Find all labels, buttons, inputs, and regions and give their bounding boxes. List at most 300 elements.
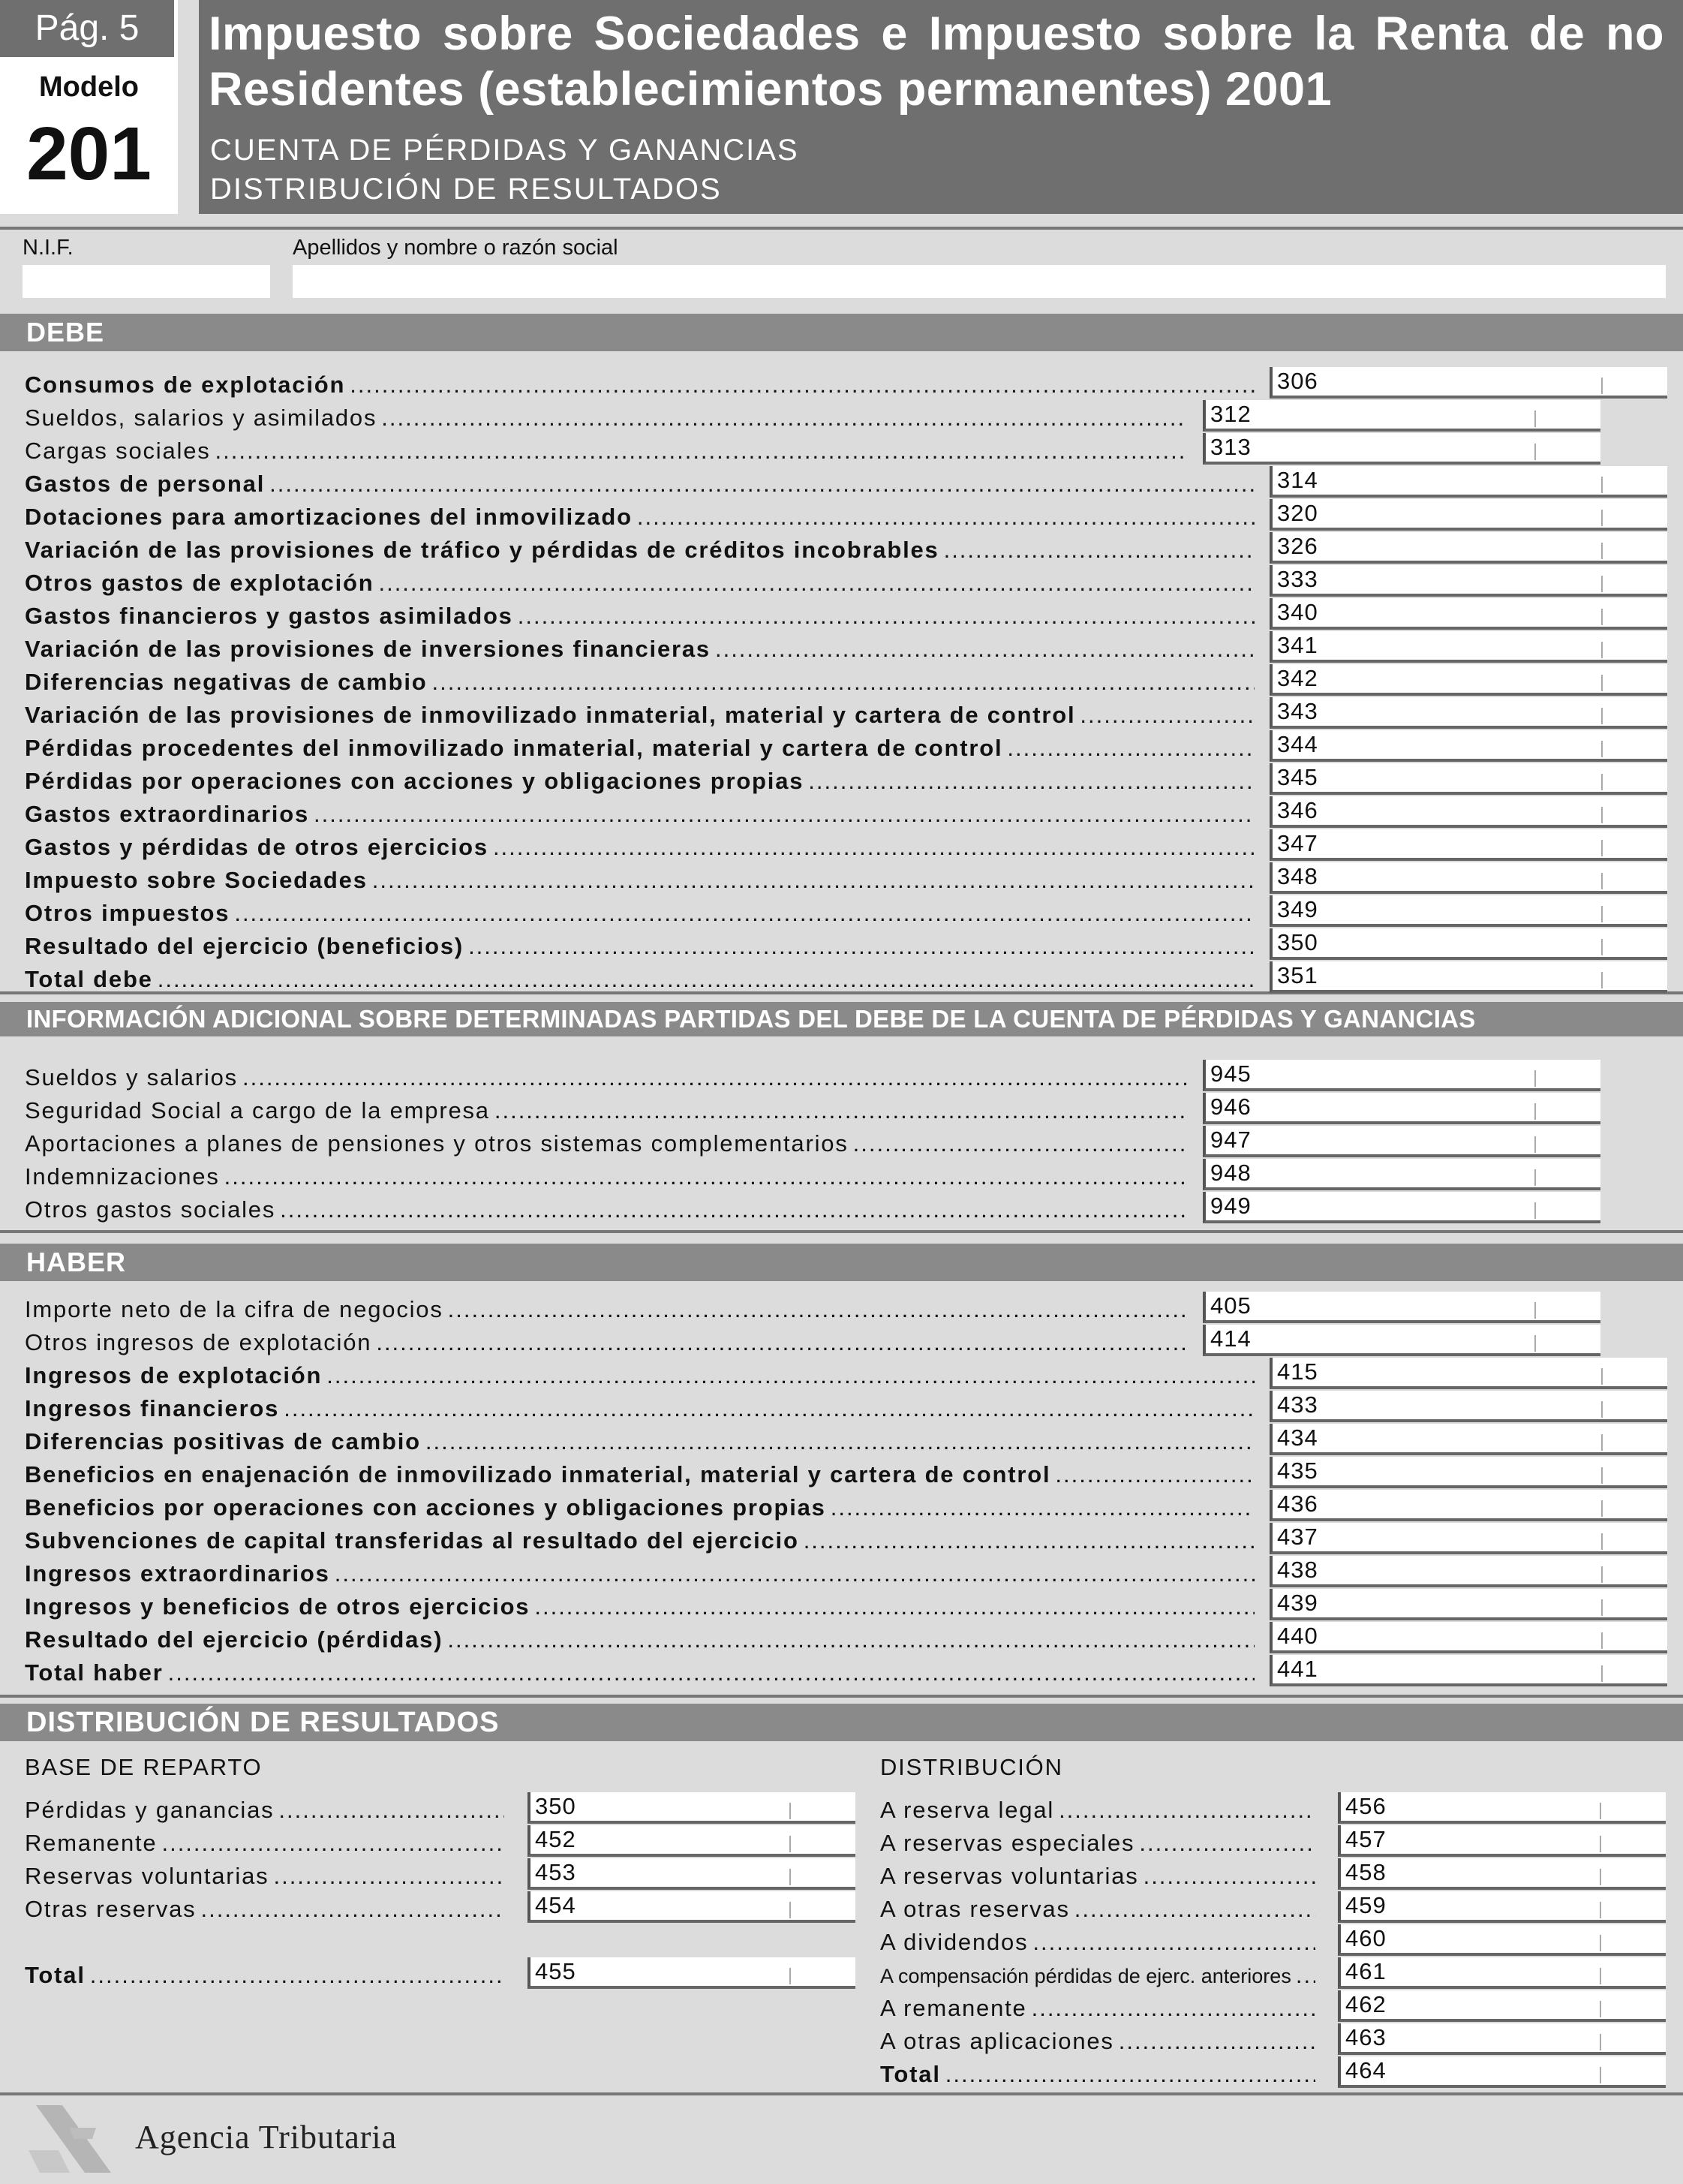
section-info-header: INFORMACIÓN ADICIONAL SOBRE DETERMINADAS PARTIDAS DEL DEBE DE LA CUENTA DE PÉRDIDAS Y GANANCIAS: [0, 1002, 1683, 1036]
box-code: 306: [1277, 368, 1318, 394]
field-label: Pérdidas por operaciones con acciones y obligaciones propias: [25, 768, 804, 794]
field-label: Diferencias positivas de cambio: [25, 1428, 421, 1454]
leader-dots: [808, 768, 1255, 795]
leader-dots: [168, 1659, 1255, 1686]
decimal-separator: [1601, 873, 1603, 889]
amount-field-461[interactable]: [1338, 1957, 1666, 1989]
leader-dots: [831, 1494, 1255, 1521]
box-code: 312: [1210, 401, 1252, 427]
field-label: Impuesto sobre Sociedades: [25, 867, 368, 893]
section-debe-header: DEBE: [0, 314, 1683, 351]
leader-dots: [1074, 1896, 1315, 1923]
distribucion-title: DISTRIBUCIÓN: [880, 1754, 1063, 1780]
field-label-row: [25, 867, 1255, 894]
field-label: Ingresos y beneficios de otros ejercicios: [25, 1593, 530, 1620]
field-label: Sueldos y salarios: [25, 1064, 238, 1090]
box-code: 349: [1277, 896, 1318, 922]
amount-field-405[interactable]: [1203, 1292, 1600, 1323]
field-label: Ingresos extraordinarios: [25, 1560, 330, 1587]
leader-dots: [350, 372, 1255, 399]
amount-field-333[interactable]: [1270, 565, 1667, 597]
modelo-number: 201: [26, 112, 152, 196]
decimal-separator: [1534, 1169, 1536, 1186]
field-label: Otros gastos de explotación: [25, 570, 374, 596]
decimal-separator: [789, 1968, 791, 1984]
leader-dots: [1144, 1863, 1315, 1890]
box-code: 453: [535, 1859, 576, 1885]
leader-dots: [1032, 1995, 1315, 2022]
amount-field-457[interactable]: [1338, 1825, 1666, 1857]
amount-field-414[interactable]: [1203, 1325, 1600, 1356]
amount-field-459[interactable]: [1338, 1891, 1666, 1923]
amount-field-463[interactable]: [1338, 2023, 1666, 2055]
amount-field-326[interactable]: [1270, 532, 1667, 564]
leader-dots: [493, 834, 1255, 861]
field-label-row: [880, 1896, 1315, 1923]
decimal-separator: [1601, 609, 1603, 625]
leader-dots: [637, 504, 1255, 531]
field-label: Importe neto de la cifra de negocios: [25, 1296, 443, 1322]
field-label: Reservas voluntarias: [25, 1863, 269, 1889]
leader-dots: [1055, 1461, 1255, 1488]
leader-dots: [715, 636, 1255, 663]
leader-dots: [1032, 1929, 1315, 1956]
box-code: 341: [1277, 632, 1318, 658]
field-label-row: [25, 372, 1255, 399]
form-subtitle-1: CUENTA DE PÉRDIDAS Y GANANCIAS: [210, 134, 799, 167]
leader-dots: [448, 1296, 1188, 1323]
field-label: Cargas sociales: [25, 438, 211, 464]
leader-dots: [804, 1527, 1255, 1554]
box-code: 434: [1277, 1424, 1318, 1451]
field-label: Sueldos, salarios y asimilados: [25, 405, 377, 431]
leader-dots: [1139, 1830, 1315, 1857]
box-code: 342: [1277, 665, 1318, 691]
leader-dots: [376, 1329, 1188, 1356]
amount-field-453[interactable]: [527, 1858, 855, 1890]
decimal-separator: [1601, 576, 1603, 592]
box-code: 463: [1345, 2024, 1387, 2050]
leader-dots: [269, 471, 1255, 498]
amount-field-435[interactable]: [1270, 1457, 1667, 1488]
box-code: 464: [1345, 2057, 1387, 2083]
amount-field-306[interactable]: [1270, 367, 1667, 399]
decimal-separator: [1600, 1869, 1601, 1885]
leader-dots: [273, 1863, 504, 1890]
field-label-row: [25, 1797, 504, 1824]
leader-dots: [447, 1626, 1255, 1653]
amount-field-440[interactable]: [1270, 1622, 1667, 1653]
leader-dots: [215, 438, 1188, 465]
amount-field-343[interactable]: [1270, 697, 1667, 729]
box-code: 347: [1277, 830, 1318, 856]
leader-dots: [494, 1097, 1188, 1124]
field-label-row: [25, 1064, 1188, 1091]
field-label: Consumos de explotación: [25, 372, 346, 398]
amount-field-349[interactable]: [1270, 895, 1667, 927]
box-code: 456: [1345, 1793, 1387, 1819]
nif-label: N.I.F.: [23, 236, 74, 260]
field-label: Pérdidas y ganancias: [25, 1797, 275, 1823]
field-label: Aportaciones a planes de pensiones y otros sistemas complementarios: [25, 1130, 849, 1157]
leader-dots: [161, 1830, 504, 1857]
amount-field-455[interactable]: [527, 1957, 855, 1989]
box-code: 435: [1277, 1458, 1318, 1484]
amount-field-350[interactable]: [527, 1792, 855, 1824]
field-label: A compensación pérdidas de ejerc. anteriores: [880, 1965, 1291, 1987]
agency-name: Agencia Tributaria: [135, 2119, 398, 2155]
box-code: 351: [1277, 962, 1318, 988]
decimal-separator: [1600, 2067, 1601, 2083]
decimal-separator: [789, 1869, 791, 1885]
leader-dots: [90, 1962, 504, 1989]
field-label-row: [25, 603, 1255, 630]
box-code: 414: [1210, 1325, 1252, 1352]
box-code: 350: [535, 1793, 576, 1819]
base-reparto-title: BASE DE REPARTO: [25, 1754, 263, 1780]
section-haber-header: HABER: [0, 1244, 1683, 1281]
field-label: A reservas voluntarias: [880, 1863, 1139, 1889]
box-code: 437: [1277, 1524, 1318, 1550]
amount-field-350[interactable]: [1270, 928, 1667, 960]
leader-dots: [234, 900, 1255, 927]
field-label: Otros ingresos de explotación: [25, 1329, 372, 1355]
decimal-separator: [1601, 1533, 1603, 1550]
box-code: 436: [1277, 1491, 1318, 1517]
field-label-row: [25, 1296, 1188, 1323]
amount-field-948[interactable]: [1203, 1159, 1600, 1190]
decimal-separator: [1601, 1434, 1603, 1451]
box-code: 452: [535, 1826, 576, 1852]
field-label: A dividendos: [880, 1929, 1029, 1955]
decimal-separator: [1534, 1070, 1536, 1087]
amount-field-415[interactable]: [1270, 1358, 1667, 1389]
amount-field-348[interactable]: [1270, 862, 1667, 894]
amount-field-313[interactable]: [1203, 433, 1600, 465]
amount-field-351[interactable]: [1270, 961, 1667, 993]
amount-field-456[interactable]: [1338, 1792, 1666, 1824]
decimal-separator: [1601, 840, 1603, 856]
amount-field-949[interactable]: [1203, 1192, 1600, 1223]
field-label-row: [880, 1797, 1315, 1824]
amount-field-340[interactable]: [1270, 598, 1667, 630]
decimal-separator: [1600, 2034, 1601, 2050]
box-code: 949: [1210, 1193, 1252, 1219]
box-code: 946: [1210, 1094, 1252, 1120]
field-label-row: [25, 1830, 504, 1857]
amount-field-342[interactable]: [1270, 664, 1667, 696]
decimal-separator: [1600, 1935, 1601, 1951]
amount-field-946[interactable]: [1203, 1093, 1600, 1124]
leader-dots: [534, 1593, 1255, 1620]
amount-field-458[interactable]: [1338, 1858, 1666, 1890]
box-code: 433: [1277, 1391, 1318, 1418]
decimal-separator: [1534, 1302, 1536, 1319]
amount-field-464[interactable]: [1338, 2056, 1666, 2088]
leader-dots: [944, 537, 1255, 564]
field-label: Ingresos financieros: [25, 1395, 280, 1421]
box-code: 320: [1277, 500, 1318, 526]
form-subtitle-2: DISTRIBUCIÓN DE RESULTADOS: [210, 173, 722, 206]
field-label-row: [880, 1929, 1315, 1956]
amount-field-344[interactable]: [1270, 730, 1667, 762]
amount-field-454[interactable]: [527, 1891, 855, 1923]
box-code: 438: [1277, 1557, 1318, 1583]
field-label-row: [880, 2061, 1315, 2088]
amount-field-320[interactable]: [1270, 499, 1667, 531]
box-code: 440: [1277, 1623, 1318, 1649]
field-label: Gastos extraordinarios: [25, 801, 309, 827]
agency-logo-icon: [29, 2105, 126, 2173]
decimal-separator: [789, 1836, 791, 1852]
amount-field-436[interactable]: [1270, 1490, 1667, 1521]
field-label: Ingresos de explotación: [25, 1362, 323, 1388]
field-label-row: [880, 2028, 1315, 2055]
amount-field-434[interactable]: [1270, 1424, 1667, 1455]
box-code: 346: [1277, 797, 1318, 823]
name-label: Apellidos y nombre o razón social: [293, 236, 618, 260]
field-label: Dotaciones para amortizaciones del inmovilizado: [25, 504, 633, 530]
field-label-row: [25, 801, 1255, 828]
field-label-row: [25, 504, 1255, 531]
box-code: 455: [535, 1958, 576, 1984]
amount-field-945[interactable]: [1203, 1060, 1600, 1091]
field-label: Beneficios por operaciones con acciones y obligaciones propias: [25, 1494, 826, 1521]
field-label-row: [25, 702, 1255, 729]
field-label-row: [25, 768, 1255, 795]
field-label-row: [880, 1863, 1315, 1890]
field-label-row: [25, 471, 1255, 498]
decimal-separator: [1601, 741, 1603, 757]
field-label: Otras reservas: [25, 1896, 197, 1922]
decimal-separator: [1601, 510, 1603, 526]
form-title: Impuesto sobre Sociedades e Impuesto sobre la Renta de no Residentes (establecimientos permanentes) 2001: [209, 8, 1664, 116]
amount-field-346[interactable]: [1270, 796, 1667, 828]
modelo-label: Modelo: [39, 71, 139, 103]
divider: [0, 227, 1683, 230]
decimal-separator: [1534, 1335, 1536, 1352]
decimal-separator: [1601, 1500, 1603, 1517]
field-label: A reservas especiales: [880, 1830, 1135, 1856]
leader-dots: [284, 1395, 1255, 1422]
leader-dots: [1080, 702, 1255, 729]
box-code: 344: [1277, 731, 1318, 757]
leader-dots: [1296, 1962, 1315, 1989]
field-label: A reserva legal: [880, 1797, 1055, 1823]
decimal-separator: [1600, 1902, 1601, 1918]
leader-dots: [278, 1797, 504, 1824]
box-code: 350: [1277, 929, 1318, 955]
amount-field-347[interactable]: [1270, 829, 1667, 861]
nif-field[interactable]: [23, 265, 270, 298]
field-label-row: [25, 1659, 1255, 1686]
decimal-separator: [1601, 1368, 1603, 1385]
box-code: 348: [1277, 863, 1318, 889]
decimal-separator: [1601, 1566, 1603, 1583]
field-label: Total: [25, 1962, 86, 1988]
field-label-row: [25, 1962, 504, 1989]
field-label-row: [25, 900, 1255, 927]
decimal-separator: [1601, 807, 1603, 823]
field-label-row: [25, 1097, 1188, 1124]
field-label-row: [25, 636, 1255, 663]
leader-dots: [314, 801, 1255, 828]
leader-dots: [1059, 1797, 1315, 1824]
amount-field-312[interactable]: [1203, 400, 1600, 432]
decimal-separator: [1601, 543, 1603, 559]
leader-dots: [335, 1560, 1255, 1587]
leader-dots: [326, 1362, 1255, 1389]
box-code: 457: [1345, 1826, 1387, 1852]
field-label: Resultado del ejercicio (beneficios): [25, 933, 464, 959]
field-label-row: [25, 1494, 1255, 1521]
box-code: 460: [1345, 1925, 1387, 1951]
box-code: 441: [1277, 1656, 1318, 1682]
field-label-row: [25, 1395, 1255, 1422]
field-label-row: [25, 1163, 1188, 1190]
field-label-row: [25, 735, 1255, 762]
field-label-row: [25, 537, 1255, 564]
leader-dots: [432, 669, 1255, 696]
page-number: Pág. 5: [0, 0, 174, 57]
field-label: Variación de las provisiones de inversiones financieras: [25, 636, 711, 662]
amount-field-438[interactable]: [1270, 1556, 1667, 1587]
box-code: 948: [1210, 1160, 1252, 1186]
box-code: 345: [1277, 764, 1318, 790]
field-label: Otros gastos sociales: [25, 1196, 276, 1223]
field-label-row: [25, 438, 1188, 465]
decimal-separator: [1600, 2001, 1601, 2017]
box-code: 947: [1210, 1127, 1252, 1153]
field-label-row: [25, 1461, 1255, 1488]
divider: [0, 2092, 1683, 2095]
decimal-separator: [1601, 1632, 1603, 1649]
box-code: 459: [1345, 1892, 1387, 1918]
field-label: A remanente: [880, 1995, 1027, 2021]
field-label-row: [25, 933, 1255, 960]
decimal-separator: [1601, 972, 1603, 988]
field-label: Remanente: [25, 1830, 158, 1856]
amount-field-947[interactable]: [1203, 1126, 1600, 1157]
field-label: Total haber: [25, 1659, 164, 1686]
box-code: 458: [1345, 1859, 1387, 1885]
leader-dots: [425, 1428, 1255, 1455]
field-label: A otras aplicaciones: [880, 2028, 1114, 2054]
amount-field-452[interactable]: [527, 1825, 855, 1857]
decimal-separator: [1534, 411, 1536, 427]
amount-field-441[interactable]: [1270, 1655, 1667, 1686]
decimal-separator: [1600, 1836, 1601, 1852]
field-label: Pérdidas procedentes del inmovilizado inmaterial, material y cartera de control: [25, 735, 1003, 761]
field-label-row: [25, 1329, 1188, 1356]
field-label-row: [25, 1130, 1188, 1157]
field-label: Gastos financieros y gastos asimilados: [25, 603, 513, 629]
decimal-separator: [1601, 378, 1603, 394]
field-label: Gastos y pérdidas de otros ejercicios: [25, 834, 488, 860]
box-code: 439: [1277, 1590, 1318, 1616]
field-label-row: [25, 669, 1255, 696]
leader-dots: [200, 1896, 504, 1923]
box-code: 462: [1345, 1991, 1387, 2017]
field-label-row: [25, 966, 1255, 993]
field-label: Gastos de personal: [25, 471, 266, 497]
box-code: 340: [1277, 599, 1318, 625]
field-label-row: [25, 1527, 1255, 1554]
decimal-separator: [1601, 1599, 1603, 1616]
amount-field-437[interactable]: [1270, 1523, 1667, 1554]
decimal-separator: [1534, 444, 1536, 460]
box-code: 405: [1210, 1292, 1252, 1319]
section-distribucion-header: DISTRIBUCIÓN DE RESULTADOS: [0, 1704, 1683, 1741]
leader-dots: [468, 933, 1255, 960]
box-code: 333: [1277, 566, 1318, 592]
box-code: 326: [1277, 533, 1318, 559]
field-label-row: [880, 1995, 1315, 2022]
decimal-separator: [789, 1803, 791, 1819]
box-code: 461: [1345, 1958, 1387, 1984]
field-label-row: [25, 570, 1255, 597]
amount-field-433[interactable]: [1270, 1391, 1667, 1422]
amount-field-462[interactable]: [1338, 1990, 1666, 2022]
leader-dots: [158, 966, 1255, 993]
field-label: Indemnizaciones: [25, 1163, 220, 1190]
field-label: Beneficios en enajenación de inmovilizado inmaterial, material y cartera de control: [25, 1461, 1051, 1488]
box-code: 314: [1277, 467, 1318, 493]
decimal-separator: [1601, 939, 1603, 955]
field-label-row: [25, 834, 1255, 861]
leader-dots: [1119, 2028, 1315, 2055]
leader-dots: [242, 1064, 1188, 1091]
leader-dots: [224, 1163, 1188, 1190]
amount-field-439[interactable]: [1270, 1589, 1667, 1620]
box-code: 454: [535, 1892, 576, 1918]
divider: [0, 1230, 1683, 1233]
field-label-row: [25, 1362, 1255, 1389]
decimal-separator: [1534, 1202, 1536, 1219]
decimal-separator: [1601, 1467, 1603, 1484]
amount-field-314[interactable]: [1270, 466, 1667, 498]
field-label: Resultado del ejercicio (pérdidas): [25, 1626, 443, 1653]
field-label: A otras reservas: [880, 1896, 1070, 1922]
decimal-separator: [1534, 1136, 1536, 1153]
decimal-separator: [1601, 1665, 1603, 1682]
decimal-separator: [1600, 1968, 1601, 1984]
leader-dots: [518, 603, 1255, 630]
leader-dots: [378, 570, 1255, 597]
decimal-separator: [1600, 1803, 1601, 1819]
leader-dots: [280, 1196, 1188, 1223]
field-label-row: [25, 1863, 504, 1890]
amount-field-345[interactable]: [1270, 763, 1667, 795]
leader-dots: [945, 2061, 1315, 2088]
field-label: Diferencias negativas de cambio: [25, 669, 428, 695]
field-label: Seguridad Social a cargo de la empresa: [25, 1097, 490, 1124]
field-label: Variación de las provisiones de inmovilizado inmaterial, material y cartera de control: [25, 702, 1076, 728]
field-label-row: [25, 1896, 504, 1923]
decimal-separator: [789, 1902, 791, 1918]
leader-dots: [372, 867, 1255, 894]
field-label: Total: [880, 2061, 941, 2087]
decimal-separator: [1601, 642, 1603, 658]
leader-dots: [1007, 735, 1255, 762]
amount-field-460[interactable]: [1338, 1924, 1666, 1956]
decimal-separator: [1601, 477, 1603, 493]
name-field[interactable]: [293, 265, 1666, 298]
field-label: Subvenciones de capital transferidas al resultado del ejercicio: [25, 1527, 799, 1554]
decimal-separator: [1601, 708, 1603, 724]
amount-field-341[interactable]: [1270, 631, 1667, 663]
box-code: 343: [1277, 698, 1318, 724]
